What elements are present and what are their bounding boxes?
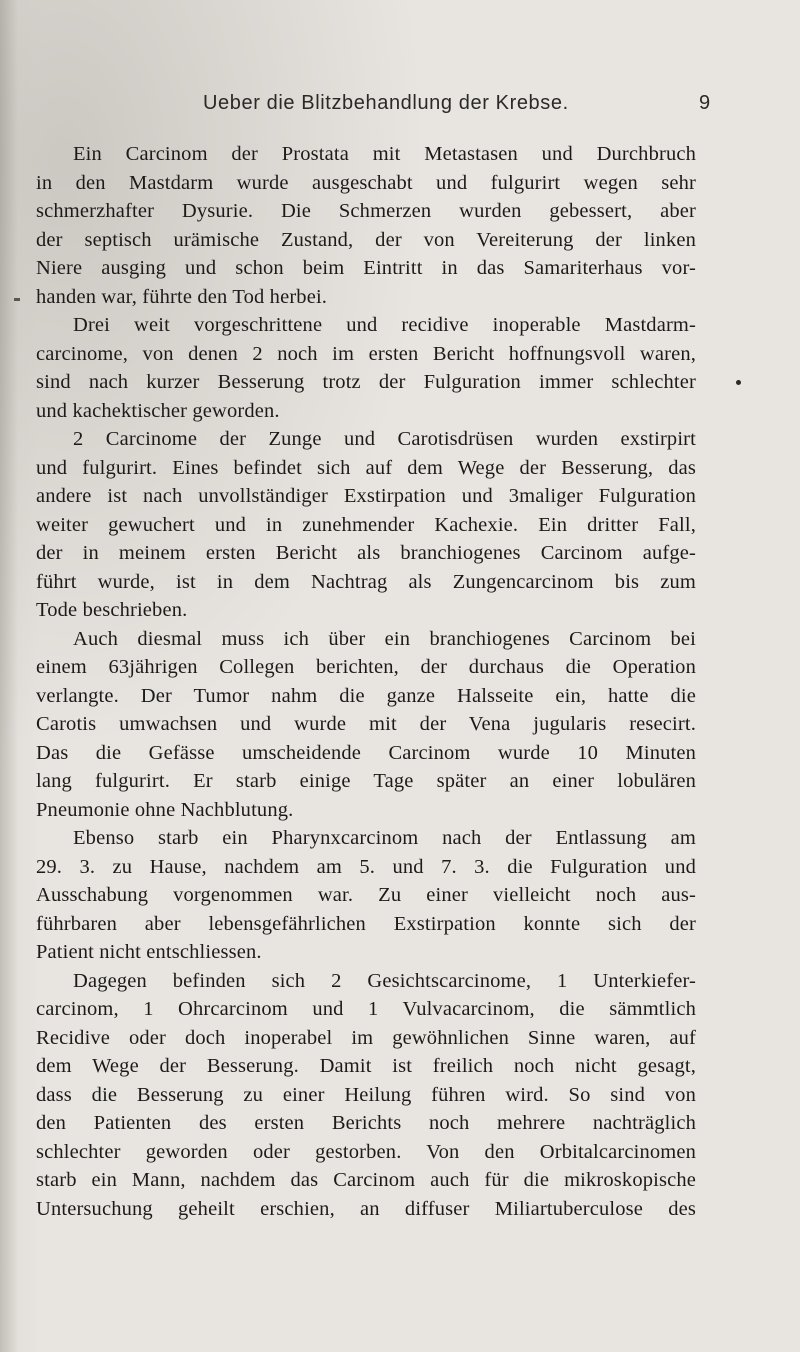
text-line: der in meinem ersten Bericht als branchiogenes Carcinom aufge-: [36, 542, 696, 564]
text-line: verlangte. Der Tumor nahm die ganze Halsseite ein, hatte die: [36, 684, 696, 707]
text-line: führt wurde, ist in dem Nachtrag als Zungencarcinom bis zum: [36, 570, 696, 593]
text-line: in den Mastdarm wurde ausgeschabt und fulgurirt wegen sehr: [36, 171, 696, 194]
text-line: und kachektischer geworden.: [36, 399, 280, 422]
text-line: 2 Carcinome der Zunge und Carotisdrüsen wurden exstirpirt: [73, 428, 696, 450]
margin-dot: [736, 380, 741, 385]
page-number: 9: [699, 92, 711, 114]
text-line: dass die Besserung zu einer Heilung führen wird. So sind von: [36, 1083, 696, 1106]
text-line: führbaren aber lebensgefährlichen Exstirpation konnte sich der: [36, 912, 696, 935]
text-line: Ein Carcinom der Prostata mit Metastasen und Durchbruch: [73, 143, 696, 165]
text-line: Carotis umwachsen und wurde mit der Vena jugularis resecirt.: [36, 713, 696, 735]
text-line: Tode beschrieben.: [36, 599, 188, 621]
text-line: Auch diesmal muss ich über ein branchiogenes Carcinom bei: [73, 627, 696, 650]
text-line: lang fulgurirt. Er starb einige Tage später an einer lobulären: [36, 770, 696, 792]
text-line: Untersuchung geheilt erschien, an diffuser Miliartuberculose des: [36, 1197, 696, 1220]
text-line: Drei weit vorgeschrittene und recidive inoperable Mastdarm-: [73, 314, 696, 336]
text-line: weiter gewuchert und in zunehmender Kachexie. Ein dritter Fall,: [36, 513, 696, 536]
running-title: Ueber die Blitzbehandlung der Krebse.: [203, 92, 569, 114]
text-line: und fulgurirt. Eines befindet sich auf dem Wege der Besserung, das: [36, 456, 696, 479]
text-line: Niere ausging und schon beim Eintritt in das Samariterhaus vor-: [36, 257, 696, 279]
text-line: carcinome, von denen 2 noch im ersten Bericht hoffnungsvoll waren,: [36, 342, 696, 365]
text-line: den Patienten des ersten Berichts noch mehrere nachträglich: [36, 1112, 696, 1134]
text-line: Das die Gefässe umscheidende Carcinom wurde 10 Minuten: [36, 741, 696, 764]
text-line: Patient nicht entschliessen.: [36, 941, 262, 963]
page-header: [0, 92, 800, 122]
text-line: Ausschabung vorgenommen war. Zu einer vielleicht noch aus-: [36, 884, 696, 906]
text-line: sind nach kurzer Besserung trotz der Fulguration immer schlechter: [36, 371, 696, 393]
text-line: schlechter geworden oder gestorben. Von den Orbitalcarcinomen: [36, 1140, 696, 1163]
text-line: andere ist nach unvollständiger Exstirpation und 3maliger Fulguration: [36, 485, 696, 507]
text-line: einem 63jährigen Collegen berichten, der durchaus die Operation: [36, 656, 696, 678]
text-line: Dagegen befinden sich 2 Gesichtscarcinome, 1 Unterkiefer-: [73, 969, 696, 992]
body-text: [36, 140, 696, 1223]
text-line: dem Wege der Besserung. Damit ist freilich noch nicht gesagt,: [36, 1055, 696, 1077]
margin-mark: [14, 298, 20, 301]
text-line: der septisch urämische Zustand, der von Vereiterung der linken: [36, 228, 696, 251]
text-line: schmerzhafter Dysurie. Die Schmerzen wurden gebessert, aber: [36, 200, 696, 222]
text-line: carcinom, 1 Ohrcarcinom und 1 Vulvacarcinom, die sämmtlich: [36, 998, 696, 1020]
text-line: 29. 3. zu Hause, nachdem am 5. und 7. 3. die Fulguration und: [36, 855, 696, 878]
text-line: starb ein Mann, nachdem das Carcinom auch für die mikroskopische: [36, 1169, 696, 1191]
text-line: Pneumonie ohne Nachblutung.: [36, 798, 294, 821]
text-line: Ebenso starb ein Pharynxcarcinom nach der Entlassung am: [73, 827, 696, 849]
text-line: handen war, führte den Tod herbei.: [36, 285, 328, 308]
text-line: Recidive oder doch inoperabel im gewöhnlichen Sinne waren, auf: [36, 1026, 696, 1049]
